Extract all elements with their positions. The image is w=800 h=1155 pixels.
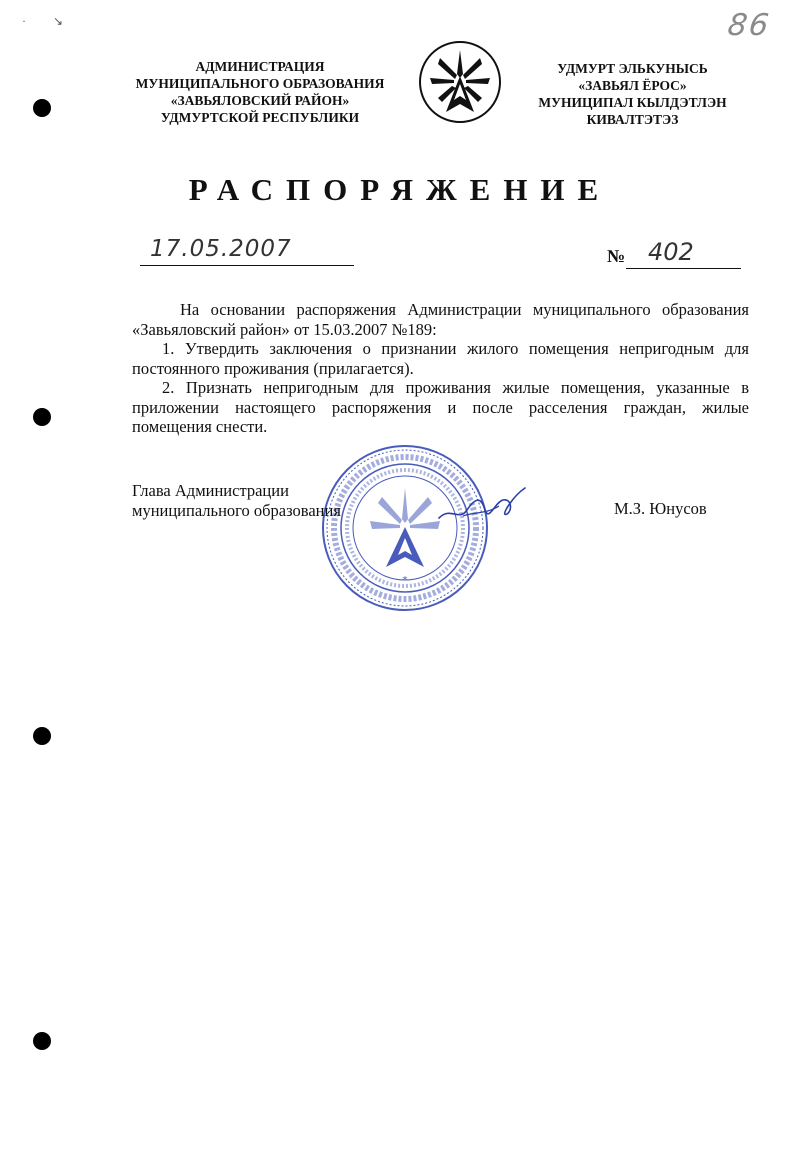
header-right-line: МУНИЦИПАЛ КЫЛДЭТЛЭН xyxy=(538,95,727,110)
number-label: № xyxy=(607,246,626,266)
header-left-line: УДМУРТСКОЙ РЕСПУБЛИКИ xyxy=(160,110,360,125)
body-intro: На основании распоряжения Администрации муниципального образования «Завьяловский район» от 15.03.2007 №189: xyxy=(132,300,749,339)
document-title: РАСПОРЯЖЕНИЕ xyxy=(188,172,612,207)
signatory-name: М.З. Юнусов xyxy=(614,499,707,518)
document-body xyxy=(132,300,749,437)
signatory-position-line: муниципального образования xyxy=(132,500,341,520)
scan-corner-marks: · ↘ xyxy=(22,14,76,28)
punch-hole xyxy=(33,99,51,117)
handwritten-date: 17.05.2007 xyxy=(150,236,292,262)
signatory-position xyxy=(132,481,341,520)
punch-hole xyxy=(33,727,51,745)
body-item-1: 1. Утвердить заключения о признании жилого помещения непригодным для постоянного проживания (прилагается). xyxy=(132,339,749,378)
punch-hole xyxy=(33,1032,51,1050)
district-emblem-icon xyxy=(418,40,502,124)
header-right-block xyxy=(520,60,745,128)
punch-hole xyxy=(33,408,51,426)
number-underline xyxy=(626,268,741,269)
signatory-position-line: Глава Администрации xyxy=(132,481,289,500)
header-left-line: МУНИЦИПАЛЬНОГО ОБРАЗОВАНИЯ xyxy=(135,76,385,91)
archive-page-number: 86 xyxy=(725,8,773,43)
header-right-line: «ЗАВЬЯЛ ЁРОС» xyxy=(578,78,687,93)
date-underline xyxy=(140,265,354,266)
header-left-line: «ЗАВЬЯЛОВСКИЙ РАЙОН» xyxy=(170,93,350,108)
svg-text:*: * xyxy=(402,575,408,586)
header-right-line: УДМУРТ ЭЛЬКУНЫСЬ xyxy=(557,61,708,76)
body-item-2: 2. Признать непригодным для проживания жилые помещения, указанные в приложении настоящего распоряжения и после расселения граждан, жилые помещения снести. xyxy=(132,378,749,436)
handwritten-number: 402 xyxy=(648,238,694,266)
header-right-line: КИВАЛТЭТЭЗ xyxy=(586,112,679,127)
header-left-block xyxy=(110,58,410,126)
header-left-line: АДМИНИСТРАЦИЯ xyxy=(195,59,325,74)
handwritten-signature-icon xyxy=(433,476,528,536)
